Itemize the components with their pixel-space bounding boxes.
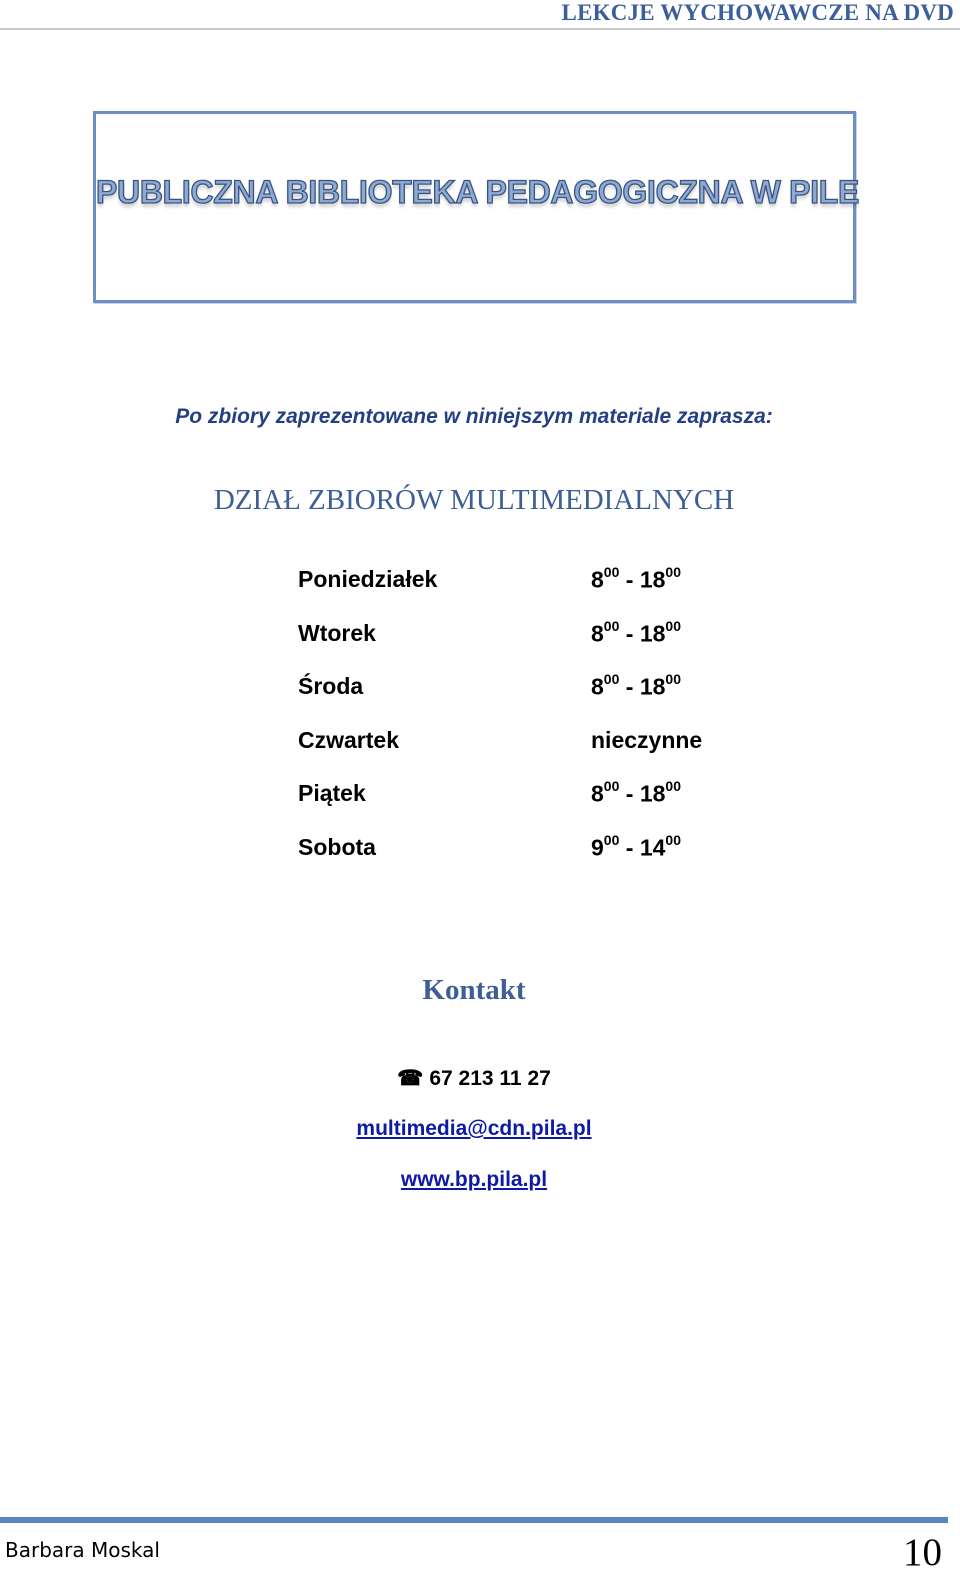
opening-hours-list [298,566,798,888]
phone-line [0,1066,948,1091]
hours-row-thursday [298,727,798,781]
time-range: $8^{00} - 18^{00}$ [591,671,681,700]
email-line [0,1117,948,1141]
phone-number: 67 213 11 27 [429,1067,551,1090]
hours-row-friday [298,780,798,834]
hours-row-wednesday [298,673,798,727]
footer-divider [0,1517,948,1523]
phone-icon: ☎ [397,1067,424,1090]
library-title: PUBLICZNA BIBLIOTEKA PEDAGOGICZNA W PILE [96,174,860,210]
day-label: Środa [298,673,364,700]
time-range: $8^{00} - 18^{00}$ [591,617,681,647]
closed-label: nieczynne [591,726,703,753]
contact-heading: Kontakt [422,974,526,1006]
time-range: $9^{00} - 14^{00}$ [591,831,681,861]
day-label: Sobota [298,833,376,860]
email-link[interactable]: multimedia@cdn.pila.pl [356,1117,592,1140]
header-divider [0,28,960,30]
day-label: Piątek [298,780,366,807]
department-heading: DZIAŁ ZBIORÓW MULTIMEDIALNYCH [213,484,735,516]
footer-author: Barbara Moskal [5,1538,160,1562]
time-range: $8^{00} - 18^{00}$ [591,778,681,808]
website-line [0,1168,948,1192]
page-number: 10 [903,1531,942,1574]
time-range: $8^{00} - 18^{00}$ [591,564,681,593]
hours-row-tuesday [298,617,798,674]
day-label: Wtorek [298,619,376,646]
invitation-text: Po zbiory zaprezentowane w niniejszym materiale zaprasza: [175,405,773,428]
hours-row-saturday [298,831,798,888]
day-label: Poniedziałek [298,566,438,592]
website-link[interactable]: www.bp.pila.pl [400,1168,548,1191]
day-label: Czwartek [298,726,399,753]
library-title-box [93,111,860,303]
hours-row-monday [298,566,798,620]
running-header-title: LEKCJE WYCHOWAWCZE NA DVD [561,0,954,25]
